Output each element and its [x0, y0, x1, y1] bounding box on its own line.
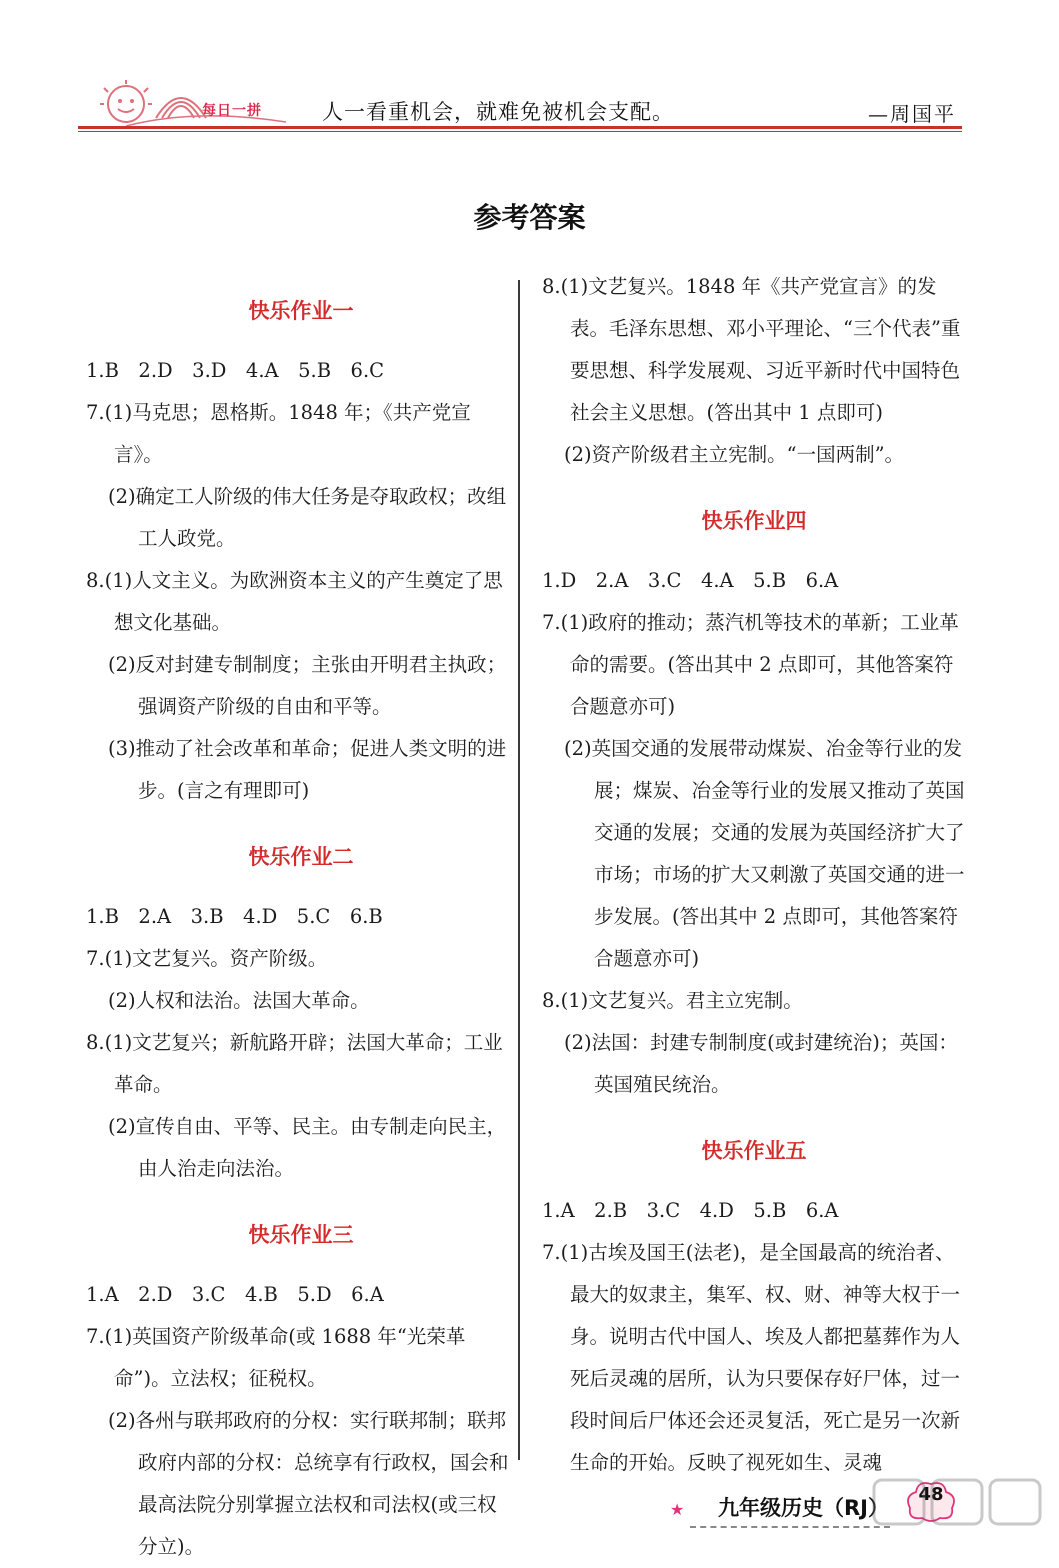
answer-item: (2)资产阶级君主立宪制。“一国两制”。: [564, 443, 905, 466]
section-heading: 快乐作业三: [248, 1223, 354, 1247]
answer-item: 8.(1)文艺复兴；新航路开辟；法国大革命；工业革命。: [86, 1031, 503, 1096]
answer-item: (2)确定工人阶级的伟大任务是夺取政权；改组工人政党。: [108, 485, 507, 550]
header-rule: [78, 126, 962, 129]
grade-subject-label: 九年级历史（RJ）: [718, 1496, 889, 1520]
page-title: 参考答案: [473, 201, 586, 234]
answer-item: 7.(1)文艺复兴。资产阶级。: [86, 947, 328, 970]
footer-dotted-line: [690, 1526, 890, 1528]
answer-item: 1.B 2.D 3.D 4.A 5.B 6.C: [86, 359, 385, 382]
answer-item: (2)法国：封建专制制度(或封建统治)；英国：英国殖民统治。: [564, 1031, 958, 1096]
answer-item: 7.(1)马克思；恩格斯。1848 年；《共产党宣言》。: [86, 401, 471, 466]
answer-item: 8.(1)文艺复兴。君主立宪制。: [542, 989, 803, 1012]
answer-item: (3)推动了社会改革和革命；促进人类文明的进步。(言之有理即可): [108, 737, 507, 802]
answer-item: (2)人权和法治。法国大革命。: [108, 989, 370, 1012]
page-number: 48: [918, 1484, 944, 1505]
answer-item: 1.B 2.A 3.B 4.D 5.C 6.B: [86, 905, 383, 928]
section-heading: 快乐作业二: [248, 845, 354, 869]
page-header: [78, 78, 962, 138]
header-rule-thin: [78, 131, 962, 132]
header-motto: 人一看重机会，就难免被机会支配。: [322, 100, 674, 124]
right-column: [542, 266, 966, 1484]
answer-item: 1.A 2.D 3.C 4.B 5.D 6.A: [86, 1283, 384, 1306]
answer-item: 8.(1)人文主义。为欧洲资本主义的产生奠定了思想文化基础。: [86, 569, 503, 634]
answer-item: 1.D 2.A 3.C 4.A 5.B 6.A: [542, 569, 839, 592]
answer-item: (2)反对封建专制制度；主张由开明君主执政；强调资产阶级的自由和平等。: [108, 653, 507, 718]
section-heading: 快乐作业五: [701, 1139, 807, 1163]
section-heading: 快乐作业一: [248, 299, 354, 323]
answer-item: 8.(1)文艺复兴。1848 年《共产党宣言》的发表。毛泽东思想、邓小平理论、“三个代表”重要思想、科学发展观、习近平新时代中国特色社会主义思想。(答出其中 1 点即可): [542, 275, 961, 424]
answer-item: 7.(1)古埃及国王(法老)，是全国最高的统治者、最大的奴隶主，集军、权、财、神等大权于一身。说明古代中国人、埃及人都把墓葬作为人死后灵魂的居所，认为只要保存好尸体，过一段时间后尸体还会还灵复活，死亡是另一次新生命的开始。反映了视死如生、灵魂: [542, 1241, 961, 1474]
section-heading: 快乐作业四: [701, 509, 807, 533]
answer-item: (2)宣传自由、平等、民主。由专制走向民主，由人治走向法治。: [108, 1115, 507, 1180]
column-divider: [518, 280, 520, 1460]
answer-item: 7.(1)政府的推动；蒸汽机等技术的革新；工业革命的需要。(答出其中 2 点即可，其他答案符合题意亦可): [542, 611, 959, 718]
answer-item: 1.A 2.B 3.C 4.D 5.B 6.A: [542, 1199, 839, 1222]
answer-item: (2)英国交通的发展带动煤炭、冶金等行业的发展；煤炭、冶金等行业的发展又推动了英国交通的发展；交通的发展为英国经济扩大了市场；市场的扩大又刺激了英国交通的进一步发展。(答出其中 2 点即可，其他答案符合题意亦可): [564, 737, 965, 970]
daily-label: 每日一拼: [202, 103, 262, 119]
left-column: [86, 266, 516, 1568]
star-icon: ★: [670, 1500, 685, 1519]
header-author: —周国平: [868, 102, 956, 126]
answer-item: 7.(1)英国资产阶级革命(或 1688 年“光荣革命”)。立法权；征税权。: [86, 1325, 466, 1390]
watermark-logo: [872, 1476, 1048, 1534]
answer-item: (2)各州与联邦政府的分权：实行联邦制；联邦政府内部的分权：总统享有行政权，国会和最高法院分别掌握立法权和司法权(或三权分立)。: [108, 1409, 509, 1558]
